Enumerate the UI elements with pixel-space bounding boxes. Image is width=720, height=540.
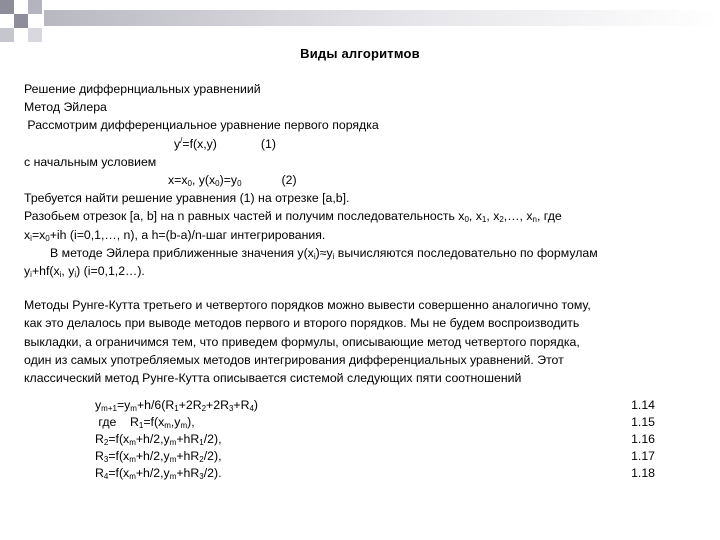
equation-line: y/=f(x,y) (1) xyxy=(174,135,276,151)
slide-body xyxy=(24,80,692,387)
text-line: Требуется найти решение уравнения (1) на отрезке [a,b]. xyxy=(24,191,350,206)
formula-row: $R_3=f(x_m+h/2,y_m+hR_2/2)$, 1.17 xyxy=(95,449,655,464)
text-line: В методе Эйлера приближенные значения $y(x_i)\approx y_i$ вычисляются последовательно по формулам xyxy=(50,245,598,261)
text-line: Разобьем отрезок [a, b] на n равных частей и получим последовательность $x_0$, $x_1$, $x_2,\dots$, $x_n$, где xyxy=(24,209,562,225)
header-gradient-band xyxy=(44,10,720,26)
slide-title: Виды алгоритмов xyxy=(300,46,420,61)
formula-number: 1.18 xyxy=(631,466,655,480)
formula-row: где $R_1=f(x_m,y_m)$, 1.15 xyxy=(95,415,655,430)
formula-number: 1.14 xyxy=(631,398,655,412)
deco-square xyxy=(14,14,28,28)
deco-square xyxy=(0,0,14,14)
formula-block xyxy=(95,397,655,482)
formula-number: 1.16 xyxy=(631,432,655,446)
formula-row: $y_{m+1}=y_m+h/6(R_1+2R_2+2R_3+R_4)$ 1.14 xyxy=(95,398,655,413)
text-line: $x_i=x_0+ih$ (i=0,1,…, n), а h=(b-a)/n-шаг интегрирования. xyxy=(24,227,326,243)
text-line: с начальным условием xyxy=(24,154,157,169)
formula-row: $R_4=f(x_m+h/2,y_m+hR_3/2)$. 1.18 xyxy=(95,466,655,481)
text-line: Решение диффернциальных уравнениий xyxy=(24,82,261,96)
paragraph-line: как это делалось при выводе методов первого и второго порядков. Мы не будем воспроизводить xyxy=(24,316,580,331)
text-line: Метод Эйлера xyxy=(24,100,107,115)
equation-number: (1) xyxy=(260,136,276,151)
formula-row: $R_2=f(x_m+h/2,y_m+hR_1/2)$, 1.16 xyxy=(95,432,655,447)
text-line: $y_i+hf(x_i$, $y_i$) (i=0,1,2…). xyxy=(24,264,145,280)
formula-number: 1.15 xyxy=(631,415,655,429)
deco-square xyxy=(0,28,14,42)
deco-square xyxy=(28,0,42,14)
paragraph-line: классический метод Рунге-Кутта описывается системой следующих пяти соотношений xyxy=(24,371,522,386)
equation-line: $x=x_0$, $y(x_0)=y_0$ (2) xyxy=(168,173,297,189)
formula-number: 1.17 xyxy=(631,449,655,463)
paragraph-line: один из самых употребляемых методов интегрирования дифференциальных уравнений. Этот xyxy=(24,352,564,367)
text-line: Рассмотрим дифференциальное уравнение первого порядка xyxy=(24,118,379,133)
deco-square xyxy=(28,28,42,42)
paragraph-line: выкладки, а ограничимся тем, что приведем формулы, описывающие метод четвертого порядка, xyxy=(24,334,580,349)
paragraph-line: Методы Рунге-Кутта третьего и четвертого порядков можно вывести совершенно аналогично тому, xyxy=(24,298,591,313)
header-decoration xyxy=(0,0,720,40)
equation-number: (2) xyxy=(281,173,297,188)
